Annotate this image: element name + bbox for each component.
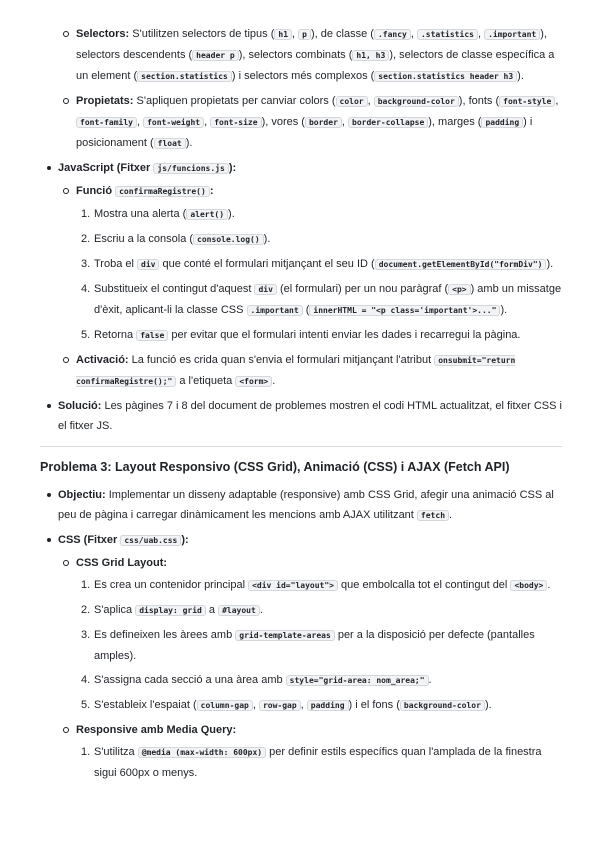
code-snippet: background-color bbox=[400, 700, 485, 711]
css-heading bbox=[58, 534, 189, 546]
list-item-function bbox=[58, 181, 562, 346]
code-snippet: .important bbox=[484, 29, 540, 40]
text: ), marges ( bbox=[428, 116, 482, 128]
code-snippet: h1 bbox=[274, 29, 292, 40]
code-snippet: h1, h3 bbox=[352, 50, 389, 61]
function-steps bbox=[76, 204, 562, 346]
text: ( bbox=[302, 304, 310, 316]
step-number: 5. bbox=[81, 699, 91, 711]
code-snippet: p bbox=[298, 29, 311, 40]
code-snippet: padding bbox=[307, 700, 349, 711]
text: , bbox=[252, 699, 259, 711]
code-snippet: background-color bbox=[374, 96, 459, 107]
code-snippet: div bbox=[137, 259, 159, 270]
code-snippet: border bbox=[305, 117, 342, 128]
text: : bbox=[209, 185, 214, 197]
problem3-heading: Problema 3: Layout Responsivo (CSS Grid), Animació (CSS) i AJAX (Fetch API) bbox=[40, 460, 510, 474]
text: , bbox=[410, 28, 417, 40]
text: ) amb un missatge d'èxit, aplicant-li la classe CSS bbox=[94, 283, 562, 316]
step-item bbox=[76, 625, 562, 666]
list-item-responsive bbox=[58, 720, 562, 783]
step-number: 1. bbox=[81, 208, 91, 220]
text: . bbox=[449, 509, 453, 521]
text: Es crea un contenidor principal bbox=[94, 579, 249, 591]
text: Mostra una alerta ( bbox=[94, 208, 187, 220]
javascript-heading bbox=[58, 162, 236, 174]
text: ), selectors combinats ( bbox=[238, 49, 353, 61]
step-item bbox=[76, 670, 562, 691]
list-item-css bbox=[40, 530, 562, 783]
step-item bbox=[76, 254, 562, 275]
code-snippet: section.statistics header h3 bbox=[374, 71, 517, 82]
list-item-properties bbox=[58, 91, 562, 154]
code-snippet: <p> bbox=[448, 284, 470, 295]
responsive-heading: Responsive amb Media Query: bbox=[76, 724, 237, 736]
activation-label: Activació: bbox=[76, 354, 129, 366]
text: Substitueix el contingut d'aquest bbox=[94, 283, 255, 295]
step-item bbox=[76, 325, 562, 346]
code-snippet: header p bbox=[192, 50, 239, 61]
text: (el formulari) per un nou paràgraf ( bbox=[276, 283, 449, 295]
code-snippet: #layout bbox=[218, 605, 260, 616]
text: , bbox=[555, 95, 559, 107]
code-snippet: .important bbox=[247, 305, 303, 316]
text: S'utilitza bbox=[94, 746, 138, 758]
text: , bbox=[204, 116, 211, 128]
list-item-objective bbox=[40, 485, 562, 526]
css-sublist bbox=[58, 553, 562, 783]
code-snippet: border-collapse bbox=[348, 117, 428, 128]
text: ). bbox=[546, 258, 554, 270]
list-item-activation bbox=[58, 350, 562, 392]
step-item bbox=[76, 279, 562, 321]
list-item-javascript bbox=[40, 158, 562, 392]
text: La funció es crida quan s'envia el formulari mitjançant l'atribut bbox=[128, 354, 435, 366]
step-item bbox=[76, 204, 562, 225]
code-snippet: section.statistics bbox=[137, 71, 232, 82]
text: , bbox=[477, 28, 485, 40]
code-snippet: display: grid bbox=[135, 605, 206, 616]
text: que embolcalla tot el contingut del bbox=[337, 579, 511, 591]
code-snippet: column-gap bbox=[197, 700, 253, 711]
properties-label: Propietats: bbox=[76, 95, 134, 107]
objective-label: Objectiu: bbox=[58, 489, 106, 501]
text: a l'etiqueta bbox=[176, 375, 236, 387]
text: ), selectors de classe específica a un element ( bbox=[76, 49, 555, 82]
code-snippet: js/funcions.js bbox=[153, 163, 228, 174]
step-item bbox=[76, 575, 562, 596]
code-snippet: console.log() bbox=[193, 234, 264, 245]
code-snippet: font-size bbox=[210, 117, 261, 128]
selectors-label: Selectors: bbox=[76, 28, 130, 40]
text: , bbox=[300, 699, 307, 711]
step-number: 1. bbox=[81, 746, 91, 758]
code-snippet: fetch bbox=[417, 510, 449, 521]
code-snippet: <body> bbox=[510, 580, 547, 591]
code-snippet: float bbox=[154, 138, 186, 149]
grid-heading: CSS Grid Layout: bbox=[76, 557, 168, 569]
step-item bbox=[76, 742, 562, 783]
grid-steps bbox=[76, 575, 562, 716]
text: ), de classe ( bbox=[310, 28, 374, 40]
code-snippet: style="grid-area: nom_area;" bbox=[286, 675, 429, 686]
javascript-sublist bbox=[58, 181, 562, 392]
text: ), selectors descendents ( bbox=[76, 28, 547, 61]
code-snippet: .fancy bbox=[374, 29, 411, 40]
text: ). bbox=[484, 699, 492, 711]
text: a bbox=[205, 604, 219, 616]
code-snippet: <form> bbox=[235, 376, 272, 387]
css-details-list bbox=[58, 24, 562, 154]
text: Es defineixen les àrees amb bbox=[94, 629, 236, 641]
text: , bbox=[292, 28, 299, 40]
text: per evitar que el formulari intenti enviar les dades i recarregui la pàgina. bbox=[168, 329, 521, 341]
code-snippet: @media (max-width: 600px) bbox=[138, 747, 266, 758]
text: ): bbox=[181, 534, 189, 546]
text: , bbox=[341, 116, 349, 128]
text: ) i selectors més complexos ( bbox=[231, 70, 375, 82]
code-snippet: confirmaRegistre() bbox=[115, 186, 210, 197]
text: , bbox=[367, 95, 374, 107]
list-item-solution bbox=[40, 396, 562, 436]
text: S'utilitzen selectors de tipus ( bbox=[129, 28, 275, 40]
text: , bbox=[136, 116, 144, 128]
code-snippet: font-family bbox=[76, 117, 137, 128]
text: CSS (Fitxer bbox=[58, 534, 121, 546]
text: Funció bbox=[76, 185, 116, 197]
text: ). bbox=[228, 208, 235, 220]
text: ), fonts ( bbox=[458, 95, 500, 107]
text: . bbox=[547, 579, 551, 591]
text: per definir estils específics quan l'amplada de la finestra sigui 600px o menys. bbox=[94, 746, 542, 779]
text: Escriu a la consola ( bbox=[94, 233, 194, 245]
code-snippet: row-gap bbox=[259, 700, 301, 711]
function-heading bbox=[76, 185, 213, 197]
code-snippet: alert() bbox=[186, 209, 228, 220]
step-number: 4. bbox=[81, 283, 91, 295]
text: Retorna bbox=[94, 329, 137, 341]
text: ) i el fons ( bbox=[348, 699, 400, 711]
step-number: 4. bbox=[81, 674, 91, 686]
code-snippet: innerHTML = "<p class='important'>..." bbox=[309, 305, 500, 316]
text: S'apliquen propietats per canviar colors ( bbox=[133, 95, 336, 107]
code-snippet: false bbox=[136, 330, 168, 341]
step-item bbox=[76, 229, 562, 250]
step-number: 2. bbox=[81, 604, 91, 616]
text: ) i posicionament ( bbox=[76, 116, 533, 149]
text: per a la disposició per defecte (pantalles amples). bbox=[94, 629, 535, 662]
step-item bbox=[76, 695, 562, 716]
text: . bbox=[272, 375, 276, 387]
text: Troba el bbox=[94, 258, 138, 270]
solution-label: Solució: bbox=[58, 400, 102, 412]
code-snippet: <div id="layout"> bbox=[248, 580, 338, 591]
list-item-grid bbox=[58, 553, 562, 716]
text: Implementar un disseny adaptable (responsive) amb CSS Grid, afegir una animació CSS al peu de pàgina i carregar dinàmicament les mencions amb AJAX utilitzant bbox=[58, 489, 554, 521]
code-snippet: document.getElementById("formDiv") bbox=[375, 259, 547, 270]
text: que conté el formulari mitjançant el seu ID ( bbox=[159, 258, 375, 270]
step-number: 3. bbox=[81, 629, 91, 641]
responsive-steps bbox=[76, 742, 562, 783]
text: S'estableix l'espaiat ( bbox=[94, 699, 197, 711]
section-divider bbox=[40, 446, 562, 447]
code-snippet: font-weight bbox=[143, 117, 204, 128]
text: S'aplica bbox=[94, 604, 136, 616]
text: . bbox=[428, 674, 432, 686]
code-snippet: onsubmit="return confirmaRegistre();" bbox=[76, 356, 516, 386]
text: ): bbox=[228, 162, 237, 174]
code-snippet: div bbox=[254, 284, 276, 295]
text: S'assigna cada secció a una àrea amb bbox=[94, 674, 286, 686]
text: ). bbox=[517, 70, 524, 82]
problem3-list bbox=[40, 485, 562, 783]
step-item bbox=[76, 600, 562, 621]
problem2-list bbox=[40, 158, 562, 436]
code-snippet: grid-template-areas bbox=[235, 630, 335, 641]
code-snippet: css/uab.css bbox=[120, 535, 181, 546]
text: ). bbox=[500, 304, 508, 316]
code-snippet: padding bbox=[481, 117, 523, 128]
step-number: 3. bbox=[81, 258, 91, 270]
text: ). bbox=[185, 137, 193, 149]
text: ), vores ( bbox=[261, 116, 305, 128]
text: Les pàgines 7 i 8 del document de problemes mostren el codi HTML actualitzat, el fitxer CSS i el fitxer JS. bbox=[58, 400, 562, 432]
text: . bbox=[259, 604, 263, 616]
step-number: 5. bbox=[81, 329, 91, 341]
step-number: 1. bbox=[81, 579, 91, 591]
text: ). bbox=[263, 233, 271, 245]
code-snippet: font-style bbox=[499, 96, 555, 107]
list-item-selectors bbox=[58, 24, 562, 87]
code-snippet: color bbox=[336, 96, 368, 107]
code-snippet: .statistics bbox=[417, 29, 478, 40]
text: JavaScript (Fitxer bbox=[58, 162, 154, 174]
step-number: 2. bbox=[81, 233, 91, 245]
